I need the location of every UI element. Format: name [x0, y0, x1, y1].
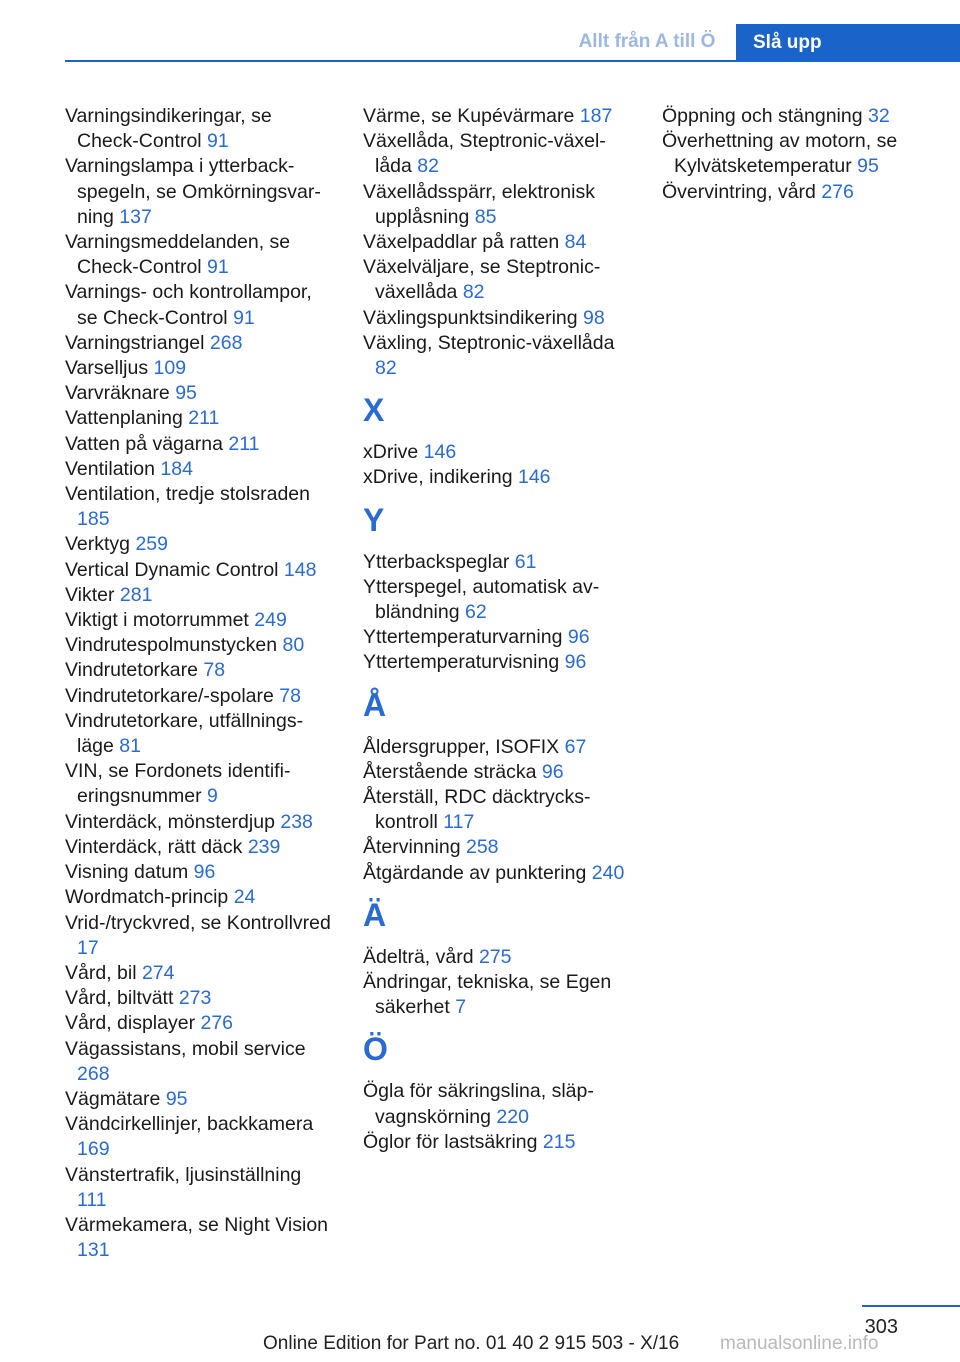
page-link[interactable]: 276 — [821, 180, 854, 203]
page-link[interactable]: 281 — [119, 583, 153, 606]
index-entry — [65, 986, 333, 1011]
page-link[interactable]: 82 — [375, 357, 397, 380]
index-entry — [363, 129, 631, 179]
page-link[interactable]: 187 — [579, 105, 613, 127]
page-link[interactable]: 131 — [77, 1239, 110, 1262]
index-entry — [65, 432, 333, 457]
page-link[interactable]: 274 — [141, 961, 175, 984]
index-entry-text: Varningslampa i ytterbackspegeln, se Omkörningsvarning — [65, 155, 321, 228]
index-entry — [65, 1112, 333, 1162]
index-entry — [65, 280, 333, 330]
index-entry — [662, 180, 930, 205]
index-entry — [65, 1087, 333, 1112]
index-entry — [65, 709, 333, 759]
page-link[interactable]: 84 — [564, 231, 587, 254]
page-number: 303 — [864, 1316, 898, 1338]
header-active-tab[interactable]: Slå upp — [736, 24, 960, 62]
index-entry — [662, 129, 930, 179]
index-entry-text: Vindrutetorkare, utfällningsläge — [65, 709, 304, 758]
index-entry — [65, 658, 333, 683]
index-entry-text: Växelpaddlar på ratten — [363, 231, 565, 254]
page-link[interactable]: 62 — [465, 601, 487, 624]
page-link[interactable]: 96 — [567, 626, 590, 649]
index-entry-text: Vindrutespolmunstycken — [65, 634, 283, 657]
index-entry-text: Växling, Steptronic-växellåda — [363, 331, 615, 354]
page-link[interactable]: 117 — [443, 811, 475, 834]
index-entry — [65, 532, 333, 557]
page-link[interactable]: 9 — [207, 785, 218, 808]
index-entry-text: VIN, se Fordonets identifieringsnummer — [65, 760, 291, 808]
index-entry-text: Växellåda, Steptronic-växellåda — [363, 130, 606, 178]
page-link[interactable]: 268 — [209, 331, 243, 354]
index-entry — [65, 633, 333, 658]
index-entry-text: Wordmatch-princip — [65, 886, 234, 909]
edition-text: Online Edition for Part no. 01 40 2 915 503 - X/16 — [263, 1333, 680, 1354]
index-entry-text: Vändcirkellinjer, backkamera — [65, 1113, 314, 1136]
page-link[interactable]: 148 — [283, 558, 317, 581]
page-link[interactable]: 184 — [160, 457, 193, 480]
index-entry — [65, 810, 333, 835]
index-entry — [65, 230, 333, 280]
index-entry-text: Värmekamera, se Night Vision — [65, 1213, 329, 1236]
page-link[interactable]: 211 — [228, 432, 260, 455]
index-entry-text: Ändringar, tekniska, se Egen säkerhet — [363, 971, 612, 1019]
page-link[interactable]: 146 — [423, 441, 457, 464]
index-entry-text: Vård, biltvätt — [65, 987, 179, 1010]
index-entry-text: Varnings- och kontrollampor, se Check-Control — [65, 281, 312, 329]
page-link[interactable]: 78 — [279, 684, 301, 707]
index-entry-text: Åtgärdande av punktering — [363, 861, 592, 884]
index-entry — [363, 650, 631, 675]
page-link[interactable]: 95 — [165, 1087, 188, 1110]
index-entry — [65, 1037, 333, 1087]
index-entry-text: Yttertemperaturvisning — [363, 651, 565, 674]
index-entry — [363, 465, 631, 490]
page-link[interactable]: 67 — [564, 735, 587, 758]
page-link[interactable]: 169 — [77, 1138, 110, 1161]
index-entry-text: Värme, se Kupévärmare — [363, 105, 580, 127]
index-entry-text: Varningstriangel — [65, 331, 210, 354]
index-entry — [65, 457, 333, 482]
index-entry-text: Vertical Dynamic Control — [65, 558, 284, 581]
index-entry-text: xDrive — [363, 441, 424, 464]
index-entry-text: Växelväljare, se Steptronic-växellåda — [363, 256, 601, 304]
header-rule — [65, 60, 960, 62]
index-entry — [363, 735, 631, 760]
index-entry — [363, 625, 631, 650]
section-letter: Å — [363, 686, 387, 723]
page-link[interactable]: 95 — [857, 155, 879, 178]
index-entry-text: Öppning och stängning — [662, 105, 868, 127]
index-column-2 — [363, 104, 631, 1155]
page-link[interactable]: 240 — [591, 861, 625, 884]
index-entry-text: Återställ, RDC däcktryckskontroll — [363, 786, 591, 834]
index-entry — [65, 608, 333, 633]
index-entry-text: Vinterdäck, rätt däck — [65, 835, 248, 858]
page-link[interactable]: 220 — [496, 1105, 529, 1128]
page-link[interactable]: 24 — [233, 886, 256, 909]
index-entry-text: Vattenplaning — [65, 407, 189, 430]
index-entry — [363, 306, 631, 331]
index-entry-text: Vägassistans, mobil service — [65, 1037, 306, 1060]
header-section-tab: Allt från A till Ö — [578, 31, 716, 52]
page-link[interactable]: 258 — [465, 836, 499, 859]
section-letter: Ä — [363, 896, 387, 933]
index-entry-text: Vindrutetorkare/-spolare — [65, 684, 280, 707]
section-letter: Y — [363, 501, 385, 538]
page-link[interactable]: 215 — [542, 1130, 576, 1153]
index-entry — [65, 961, 333, 986]
index-entry-text: Återvinning — [363, 836, 466, 859]
index-entry-text: Vinterdäck, mönsterdjup — [65, 810, 281, 833]
index-entry — [65, 885, 333, 910]
page-link[interactable]: 239 — [247, 835, 281, 858]
page-link[interactable]: 109 — [153, 357, 187, 380]
page-link[interactable]: 82 — [417, 155, 439, 178]
index-entry — [65, 356, 333, 381]
index-entry-text: Vindrutetorkare — [65, 659, 204, 682]
index-entry-text: Övervintring, vård — [662, 180, 822, 203]
index-entry — [363, 550, 631, 575]
index-entry — [363, 255, 631, 305]
index-entry-text: Åldersgrupper, ISOFIX — [363, 735, 565, 758]
index-entry — [65, 558, 333, 583]
page-link[interactable]: 81 — [119, 735, 141, 758]
page-link[interactable]: 98 — [583, 306, 605, 329]
index-entry-text: Ögla för säkringslina, släpvagnskörning — [363, 1080, 594, 1128]
index-entry-text: Verktyg — [65, 533, 136, 556]
index-entry — [363, 230, 631, 255]
page-link[interactable]: 82 — [462, 281, 485, 304]
index-entry — [65, 860, 333, 885]
index-entry — [363, 331, 631, 381]
index-entry-text: Varvräknare — [65, 382, 176, 405]
page-link[interactable]: 85 — [474, 205, 497, 228]
page-link[interactable]: 61 — [514, 550, 537, 573]
index-entry — [65, 911, 333, 961]
index-entry-text: Ytterspegel, automatisk avbländning — [363, 575, 600, 624]
page-link[interactable]: 80 — [282, 634, 305, 657]
index-entry-text: Överhettning av motorn, se Kylvätsketemperatur — [662, 130, 898, 178]
page-link[interactable]: 7 — [455, 996, 467, 1019]
index-entry-text: Vård, displayer — [65, 1012, 201, 1035]
index-entry — [65, 583, 333, 608]
page-link[interactable]: 96 — [193, 861, 216, 884]
index-entry — [363, 760, 631, 785]
index-entry-text: Vägmätare — [65, 1087, 166, 1110]
index-entry — [65, 1213, 333, 1263]
index-entry-text: Varningsmeddelanden, se Check-Control — [65, 231, 291, 279]
index-entry — [363, 1079, 631, 1129]
index-entry — [65, 759, 333, 809]
page-link[interactable]: 91 — [207, 256, 229, 279]
index-entry — [65, 406, 333, 431]
footer-rule — [862, 1305, 960, 1307]
index-entry — [65, 154, 333, 230]
page-link[interactable]: 96 — [541, 760, 564, 783]
page-link[interactable]: 91 — [233, 306, 255, 329]
index-entry-text: Vrid-/tryckvred, se Kontrollvred — [65, 911, 331, 934]
page-link[interactable]: 137 — [119, 205, 152, 228]
section-letter: X — [363, 392, 385, 429]
index-entry-text: Vikter — [65, 583, 120, 606]
index-entry — [65, 684, 333, 709]
index-column-3 — [662, 104, 930, 205]
index-entry — [363, 861, 631, 886]
page-link[interactable]: 238 — [280, 810, 313, 833]
page-link[interactable]: 268 — [77, 1062, 110, 1085]
page-link[interactable]: 96 — [564, 651, 587, 674]
index-entry — [363, 970, 631, 1020]
index-entry-text: Ädelträ, vård — [363, 945, 479, 968]
page-link[interactable]: 273 — [178, 987, 212, 1010]
index-entry-text: Öglor för lastsäkring — [363, 1130, 543, 1153]
index-entry-text: Vänstertrafik, ljusinställning — [65, 1163, 302, 1186]
index-entry — [363, 180, 631, 230]
index-entry-text: Varselljus — [65, 357, 154, 380]
index-entry-text: Växellådsspärr, elektronisk upplåsning — [363, 180, 595, 228]
index-entry-text: Viktigt i motorrummet — [65, 609, 255, 632]
index-entry — [363, 835, 631, 860]
page-link[interactable]: 211 — [188, 407, 220, 430]
page-link[interactable]: 146 — [517, 466, 551, 489]
page-link[interactable]: 276 — [200, 1012, 234, 1035]
index-entry — [363, 104, 631, 129]
page-link[interactable]: 91 — [207, 130, 229, 153]
page-link[interactable]: 275 — [478, 945, 512, 968]
index-entry-text: xDrive, indikering — [363, 466, 518, 489]
index-entry-text: Återstående sträcka — [363, 760, 542, 783]
page-link[interactable]: 249 — [254, 609, 287, 632]
index-entry-text: Ytterbackspeglar — [363, 550, 515, 573]
page-link[interactable]: 185 — [77, 508, 110, 531]
index-entry — [662, 104, 930, 129]
index-entry — [65, 331, 333, 356]
index-entry — [65, 835, 333, 860]
index-entry — [65, 482, 333, 532]
index-entry-text: Ventilation, tredje stolsraden — [65, 483, 310, 506]
index-entry-text: Vård, bil — [65, 961, 142, 984]
index-entry — [65, 104, 333, 154]
index-column-1 — [65, 104, 333, 1263]
index-entry — [363, 440, 631, 465]
index-entry-text: Ventilation — [65, 457, 161, 480]
page-link[interactable]: 95 — [175, 382, 197, 405]
index-entry — [363, 1130, 631, 1155]
index-entry — [65, 1011, 333, 1036]
index-entry-text: Varningsindikeringar, se Check-Control — [65, 105, 272, 153]
page-link[interactable]: 111 — [77, 1188, 107, 1211]
page-link[interactable]: 32 — [868, 105, 890, 127]
index-entry-text: Växlingspunktsindikering — [363, 306, 584, 329]
page-link[interactable]: 259 — [135, 533, 168, 556]
index-entry-text: Visning datum — [65, 861, 194, 884]
page-link[interactable]: 17 — [77, 936, 99, 959]
index-entry — [363, 945, 631, 970]
watermark: manualsonline.info — [720, 1333, 879, 1354]
index-entry-text: Yttertemperaturvarning — [363, 626, 568, 649]
page-link[interactable]: 78 — [203, 659, 226, 682]
index-entry-text: Vatten på vägarna — [65, 432, 229, 455]
index-entry — [65, 1163, 333, 1213]
index-entry — [65, 381, 333, 406]
section-letter: Ö — [363, 1031, 388, 1068]
index-entry — [363, 785, 631, 835]
index-entry — [363, 575, 631, 625]
